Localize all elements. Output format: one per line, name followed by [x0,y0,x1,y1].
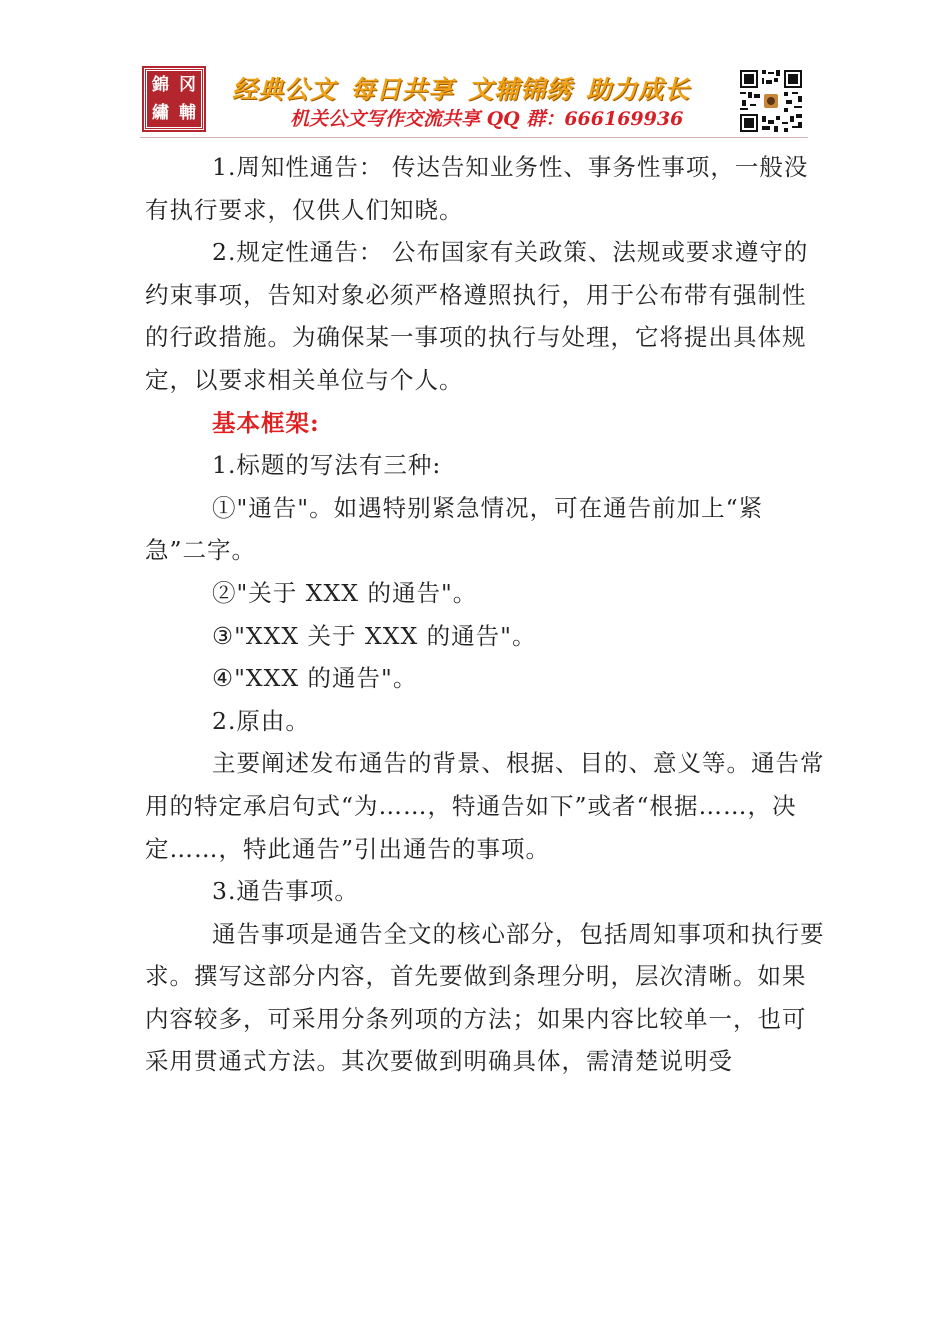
header-banner [140,64,808,136]
seal-char: 輔 [179,102,196,123]
paragraph: 1.周知性通告： 传达告知业务性、事务性事项，一般没有执行要求，仅供人们知晓。 [145,153,809,224]
qr-code-icon [738,68,804,134]
seal-logo [144,68,204,130]
paragraph: 通告事项是通告全文的核心部分，包括周知事项和执行要求。撰写这部分内容，首先要做到条理分明，层次清晰。如果内容较多，可采用分条列项的方法；如果内容比较单一，也可采用贯通式方法。其次要做到明确具体，需清楚说明受 [145,919,825,1076]
slogan-part: 文辅锦绣 [468,75,573,104]
paragraph: 2.规定性通告： 公布国家有关政策、法规或要求遵守的约束事项，告知对象必须严格遵照执行，用于公布带有强制性的行政措施。为确保某一事项的执行与处理，它将提出具体规定，以要求相关单位与个人。 [145,238,809,394]
paragraph: 2.原由。 [212,706,310,735]
seal-char: 錦 [152,74,169,95]
slogan-part: 经典公文 [232,75,337,104]
header-divider [140,137,808,138]
paragraph: 主要阐述发布通告的背景、根据、目的、意义等。通告常用的特定承启句式“为……，特通告如下”或者“根据……，决定……，特此通告”引出通告的事项。 [145,749,825,863]
paragraph: ①"通告"。如遇特别紧急情况，可在通告前加上“紧急”二字。 [145,493,764,565]
paragraph: ④"XXX 的通告"。 [212,664,418,693]
qq-group-line: 机关公文写作交流共享 QQ 群：666169936 [290,108,684,130]
slogan-part: 每日共享 [350,75,455,104]
paragraph: 3.通告事项。 [212,877,359,906]
seal-char: 冈 [179,74,196,95]
section-heading: 基本框架: [212,408,320,437]
seal-char: 繡 [152,102,169,123]
paragraph: ②"关于 XXX 的通告"。 [212,578,478,607]
slogan-part: 助力成长 [586,75,691,104]
document-body [145,146,825,1083]
slogan [232,70,704,106]
paragraph: 1.标题的写法有三种: [212,451,442,480]
paragraph: ③"XXX 关于 XXX 的通告"。 [212,621,537,650]
